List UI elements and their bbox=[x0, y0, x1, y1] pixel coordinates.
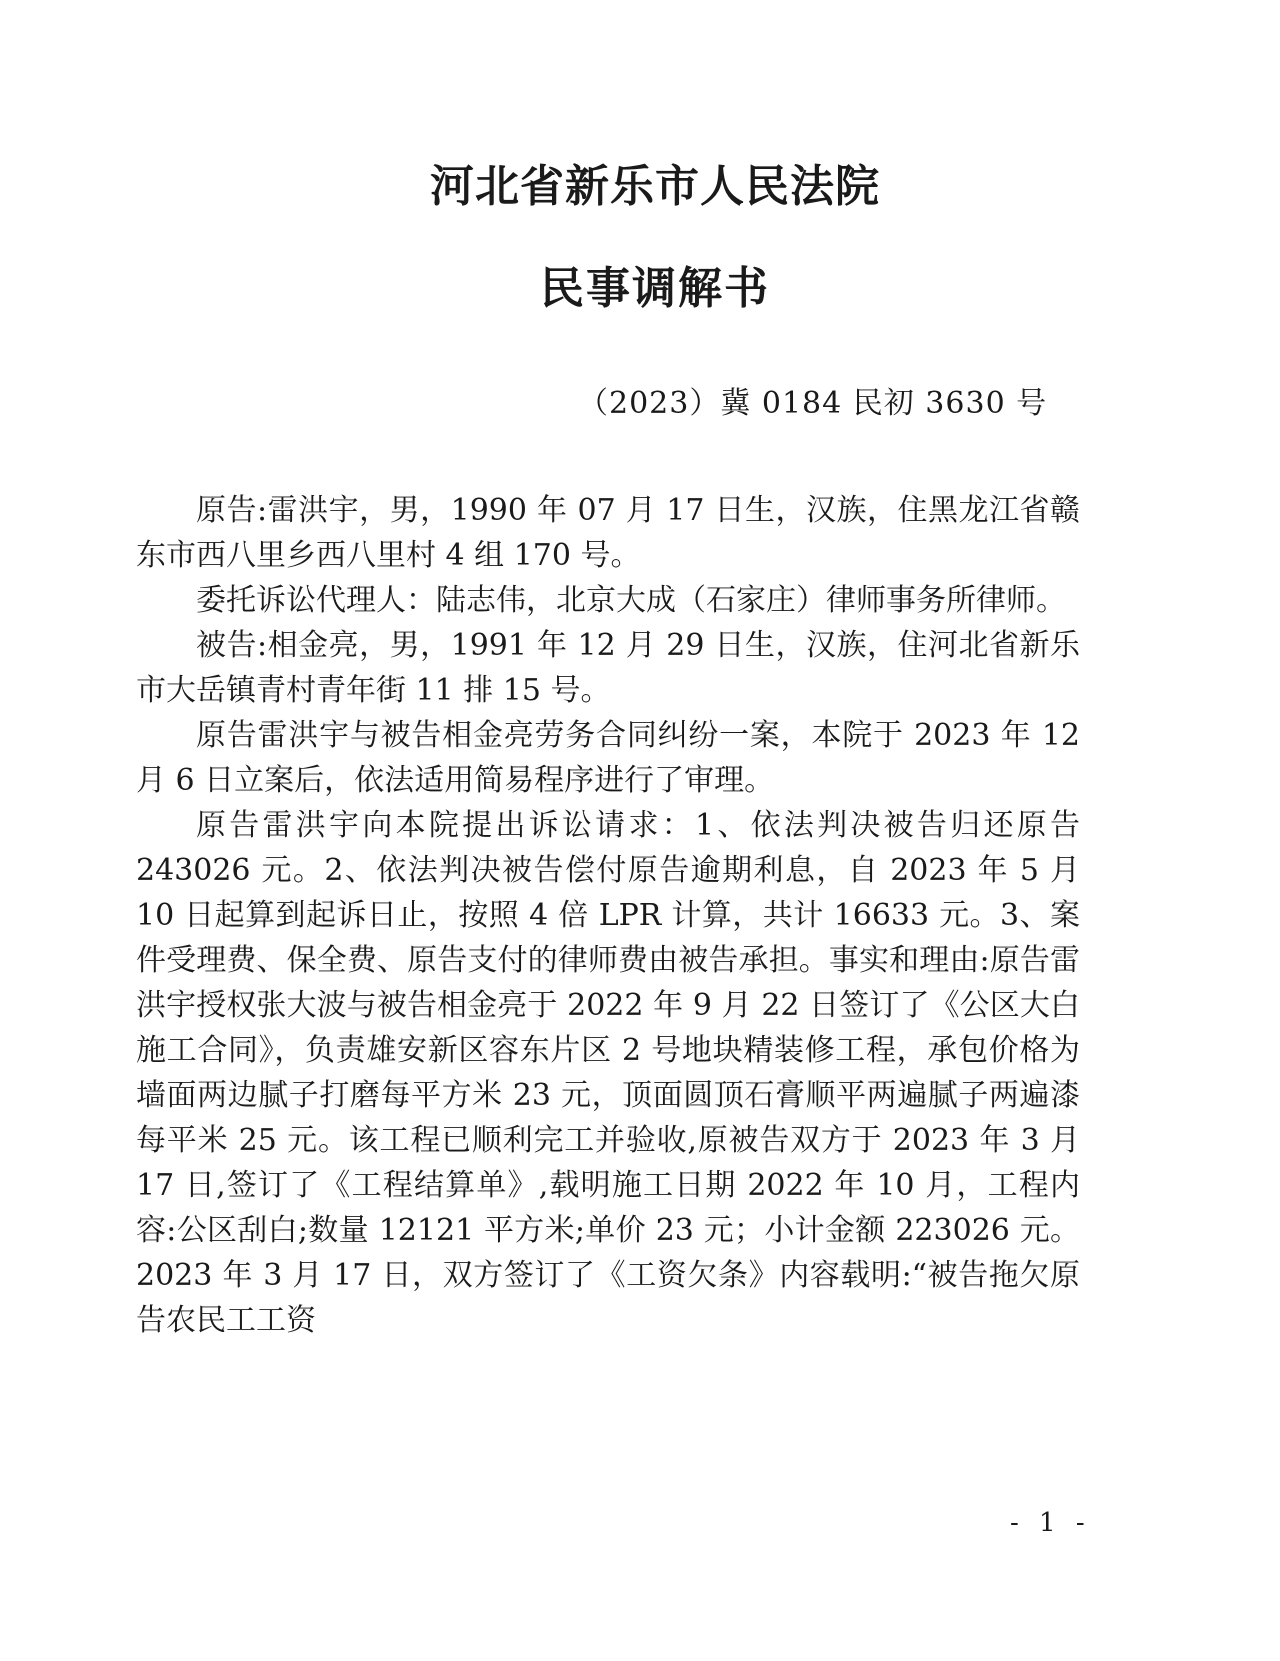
claims-paragraph: 原告雷洪宇向本院提出诉讼请求：1、依法判决被告归还原告 243026 元。2、依法判决被告偿付原告逾期利息，自 2023 年 5 月 10 日起算到起诉日止，按照 4 倍 LPR 计算，共计 16633 元。3、案件受理费、保全费、原告支付的律师费由被告承担。事实和理由:原告雷洪宇授权张大波与被告相金亮于 2022 年 9 月 22 日签订了《公区大白施工合同》，负责雄安新区容东片区 2 号地块精装修工程，承包价格为墙面两边腻子打磨每平方米 23 元，顶面圆顶石膏顺平两遍腻子两遍漆每平米 25 元。该工程已顺利完工并验收,原被告双方于 2023 年 3 月 17 日,签订了《工程结算单》,载明施工日期 2022 年 10 月，工程内容:公区刮白;数量 12121 平方米;单价 23 元；小计金额 223026 元。2023 年 3 月 17 日，双方签订了《工资欠条》内容载明:“被告拖欠原告农民工工资 bbox=[136, 808, 1080, 1338]
defendant-paragraph: 被告:相金亮，男，1991 年 12 月 29 日生，汉族，住河北省新乐市大岳镇青村青年街 11 排 15 号。 bbox=[136, 628, 1080, 708]
case-number: （2023）冀 0184 民初 3630 号 bbox=[578, 386, 1048, 421]
case-filing-paragraph: 原告雷洪宇与被告相金亮劳务合同纠纷一案，本院于 2023 年 12 月 6 日立案后，依法适用简易程序进行了审理。 bbox=[136, 718, 1080, 798]
page-number: - 1 - bbox=[1010, 1508, 1091, 1538]
court-name: 河北省新乐市人民法院 bbox=[430, 161, 880, 212]
document-body bbox=[136, 488, 1080, 1343]
agent-paragraph: 委托诉讼代理人：陆志伟，北京大成（石家庄）律师事务所律师。 bbox=[196, 583, 1066, 618]
plaintiff-paragraph: 原告:雷洪宇，男，1990 年 07 月 17 日生，汉族，住黑龙江省赣东市西八里乡西八里村 4 组 170 号。 bbox=[136, 493, 1080, 573]
document-type-title: 民事调解书 bbox=[540, 263, 770, 314]
